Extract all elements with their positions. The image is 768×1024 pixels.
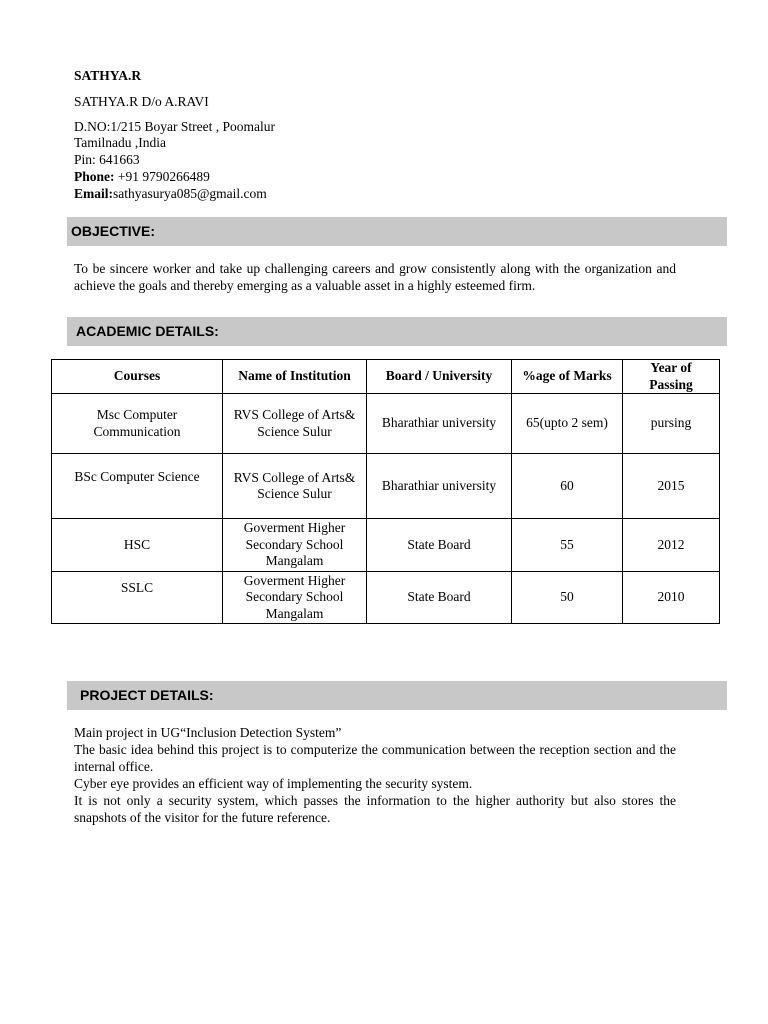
cell-board: State Board <box>367 519 512 572</box>
cell-marks: 50 <box>512 572 623 624</box>
cell-board: Bharathiar university <box>367 394 512 454</box>
cell-institution: Goverment Higher Secondary School Mangalam <box>223 519 367 572</box>
cell-board: Bharathiar university <box>367 454 512 519</box>
cell-marks: 60 <box>512 454 623 519</box>
cell-marks: 65(upto 2 sem) <box>512 394 623 454</box>
academic-table <box>51 359 720 624</box>
cell-institution: Goverment Higher Secondary School Mangalam <box>223 572 367 624</box>
objective-heading: OBJECTIVE: <box>67 217 727 246</box>
project-heading: PROJECT DETAILS: <box>67 681 727 710</box>
phone-line <box>74 168 210 185</box>
table-row <box>52 519 720 572</box>
col-header-board: Board / University <box>367 360 512 394</box>
email-value: sathyasurya085@gmail.com <box>113 186 267 201</box>
cell-marks: 55 <box>512 519 623 572</box>
cell-institution: RVS College of Arts& Science Sulur <box>223 394 367 454</box>
table-row <box>52 454 720 519</box>
parent-line: SATHYA.R D/o A.RAVI <box>74 94 209 109</box>
col-header-institution: Name of Institution <box>223 360 367 394</box>
cell-year: 2010 <box>623 572 720 624</box>
table-header-row <box>52 360 720 394</box>
cell-course: BSc Computer Science <box>52 454 223 519</box>
phone-value: +91 9790266489 <box>114 169 210 184</box>
cell-institution: RVS College of Arts& Science Sulur <box>223 454 367 519</box>
cell-year: 2012 <box>623 519 720 572</box>
phone-label: Phone: <box>74 169 115 184</box>
email-line <box>74 185 267 202</box>
table-row <box>52 394 720 454</box>
col-header-year: Year of Passing <box>623 360 720 394</box>
address-line-1: D.NO:1/215 Boyar Street , Poomalur <box>74 119 275 134</box>
candidate-name: SATHYA.R <box>74 68 142 83</box>
objective-text: To be sincere worker and take up challenging careers and grow consistently along with the organization and achieve the goals and thereby emerging as a valuable asset in a highly esteemed firm. <box>74 261 676 293</box>
project-line: Main project in UG“Inclusion Detection System” <box>74 725 342 740</box>
address-line-2: Tamilnadu ,India <box>74 135 167 150</box>
project-line: Cyber eye provides an efficient way of implementing the security system. <box>74 776 473 791</box>
table-row <box>52 572 720 624</box>
cell-course: SSLC <box>52 572 223 624</box>
project-line: The basic idea behind this project is to computerize the communication between the reception section and the internal office. <box>74 742 676 774</box>
col-header-courses: Courses <box>52 360 223 394</box>
col-header-marks: %age of Marks <box>512 360 623 394</box>
email-label: Email: <box>74 186 113 201</box>
cell-course: Msc Computer Communication <box>52 394 223 454</box>
address-line-3: Pin: 641663 <box>74 152 140 167</box>
academic-heading: ACADEMIC DETAILS: <box>67 317 727 346</box>
cell-year: 2015 <box>623 454 720 519</box>
cell-board: State Board <box>367 572 512 624</box>
cell-year: pursing <box>623 394 720 454</box>
project-line: It is not only a security system, which passes the information to the higher authority but also stores the snapshots of the visitor for the future reference. <box>74 793 676 825</box>
cell-course: HSC <box>52 519 223 572</box>
project-text <box>74 724 676 826</box>
